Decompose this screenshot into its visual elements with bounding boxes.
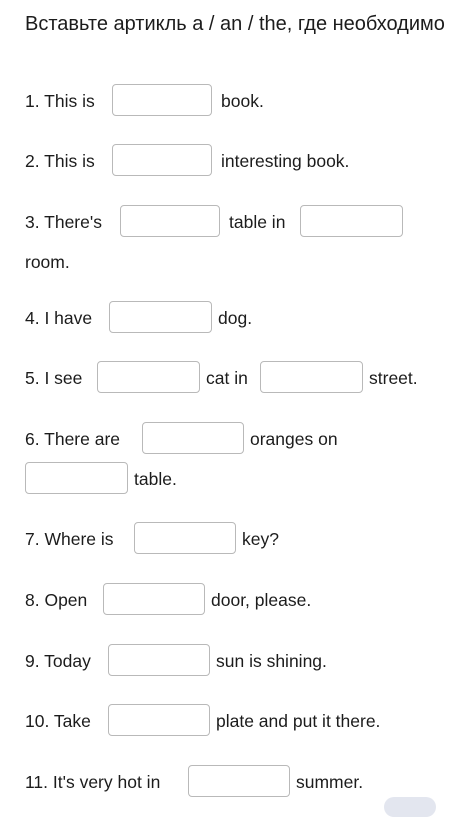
item-text: 5. I see [25, 368, 83, 388]
item-text: 10. Take [25, 711, 91, 731]
exercise-title: Вставьте артикль a / an / the, где необходимо [25, 13, 445, 35]
exercise-item-2 [0, 144, 474, 178]
item-text: 8. Open [25, 590, 88, 610]
answer-input-3b[interactable] [300, 205, 403, 237]
item-text: street. [369, 368, 418, 388]
exercise-item-6-continued [0, 462, 474, 496]
answer-input-8[interactable] [103, 583, 205, 615]
item-text: 3. There's [25, 212, 102, 232]
answer-input-9[interactable] [108, 644, 210, 676]
answer-input-1[interactable] [112, 84, 212, 116]
chat-bubble-widget[interactable] [384, 797, 436, 817]
item-text: dog. [218, 308, 253, 328]
exercise-item-8 [0, 583, 474, 617]
answer-input-2[interactable] [112, 144, 212, 176]
item-text: table in [229, 212, 286, 232]
exercise-item-7 [0, 522, 474, 556]
exercise-item-3 [0, 205, 474, 239]
item-text: key? [242, 529, 279, 549]
answer-input-3a[interactable] [120, 205, 220, 237]
answer-input-4[interactable] [109, 301, 212, 333]
answer-input-5b[interactable] [260, 361, 363, 393]
item-text: oranges on [250, 429, 338, 449]
item-text: 7. Where is [25, 529, 114, 549]
item-text: door, please. [211, 590, 312, 610]
answer-input-6b[interactable] [25, 462, 128, 494]
exercise-item-11 [0, 765, 474, 799]
item-text: plate and put it there. [216, 711, 381, 731]
exercise-item-9 [0, 644, 474, 678]
answer-input-7[interactable] [134, 522, 236, 554]
answer-input-11[interactable] [188, 765, 290, 797]
answer-input-6a[interactable] [142, 422, 244, 454]
item-text: 2. This is [25, 151, 95, 171]
item-text: book. [221, 91, 264, 111]
item-text: 9. Today [25, 651, 91, 671]
item-text: 4. I have [25, 308, 93, 328]
answer-input-5a[interactable] [97, 361, 200, 393]
item-text: cat in [206, 368, 248, 388]
item-text: table. [134, 469, 177, 489]
item-text: room. [25, 252, 70, 272]
item-text: 1. This is [25, 91, 95, 111]
answer-input-10[interactable] [108, 704, 210, 736]
item-text: 6. There are [25, 429, 121, 449]
exercise-item-6 [0, 422, 474, 456]
item-text: 11. It's very hot in [25, 772, 161, 792]
exercise-item-10 [0, 704, 474, 738]
item-text: sun is shining. [216, 651, 327, 671]
exercise-item-4 [0, 301, 474, 335]
exercise-item-1 [0, 84, 474, 118]
exercise-item-5 [0, 361, 474, 395]
item-text: summer. [296, 772, 364, 792]
item-text: interesting book. [221, 151, 350, 171]
exercise-item-3-continued [0, 245, 474, 279]
